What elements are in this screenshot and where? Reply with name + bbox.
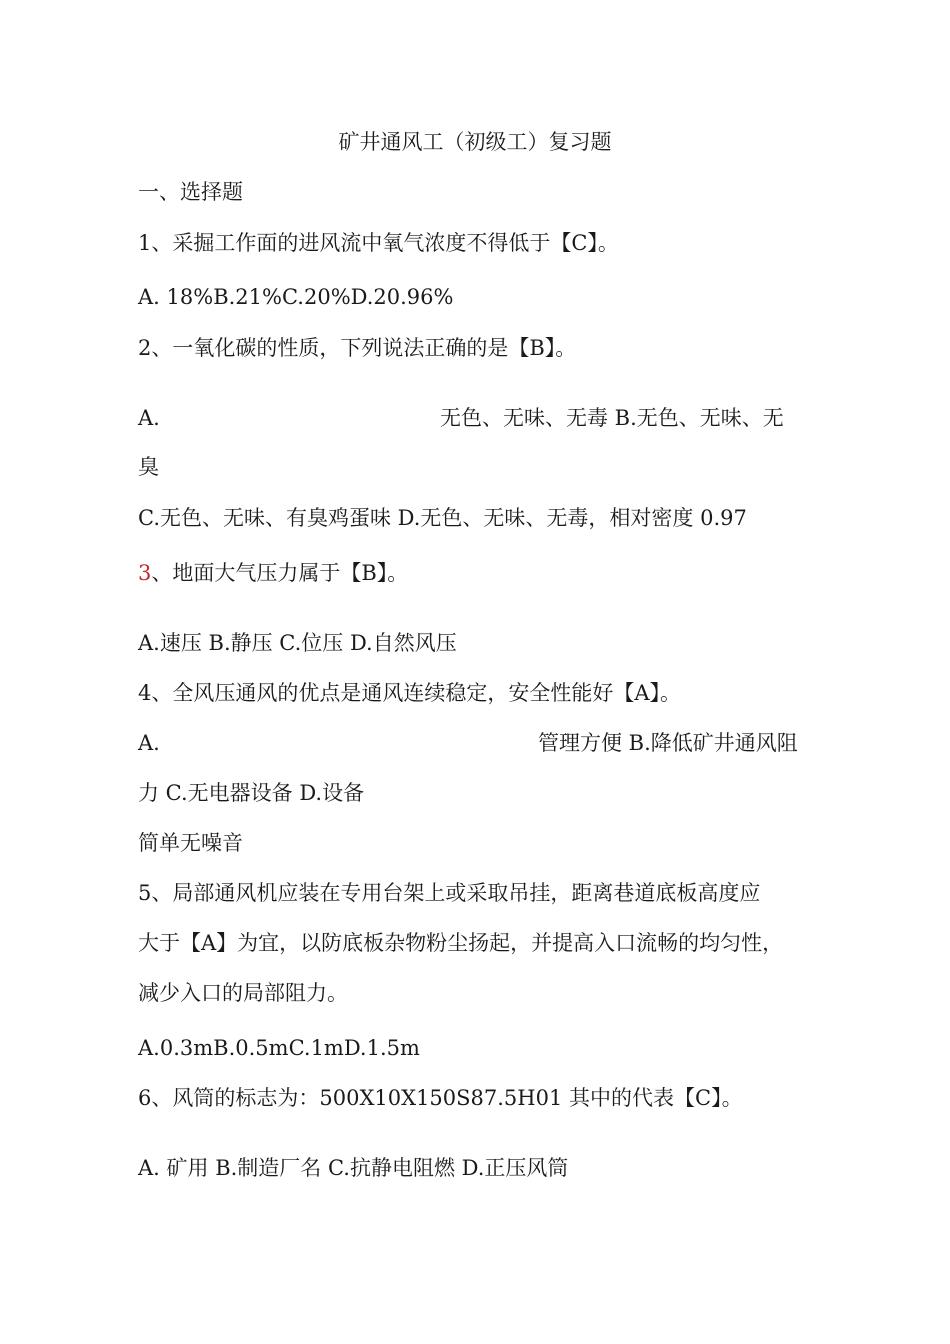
question-5-options: A.0.3mB.0.5mC.1mD.1.5m [138, 1036, 420, 1060]
section-heading: 一、选择题 [138, 180, 243, 204]
question-3 [138, 559, 408, 587]
question-1-options: A. 18%B.21%C.20%D.20.96% [138, 285, 454, 309]
question-4-options-line-2: 力 C.无电器设备 D.设备 [138, 781, 365, 805]
question-2-options-line-2: C.无色、无味、有臭鸡蛋味 D.无色、无味、无毒，相对密度 0.97 [138, 506, 747, 530]
question-5-line-1: 5、局部通风机应装在专用台架上或采取吊挂，距离巷道底板高度应 [138, 881, 761, 905]
question-3-options: A.速压 B.静压 C.位压 D.自然风压 [138, 631, 457, 655]
question-4-option-a-label: A. [138, 731, 160, 755]
question-5-line-3: 减少入口的局部阻力。 [138, 981, 348, 1005]
question-4-options-line-3: 简单无噪音 [138, 831, 243, 855]
question-2: 2、一氧化碳的性质，下列说法正确的是【B】。 [138, 336, 577, 360]
question-6: 6、风筒的标志为：500X10X150S87.5H01 其中的代表【C】。 [138, 1086, 743, 1110]
question-5-line-2: 大于【A】为宜，以防底板杂物粉尘扬起，并提高入口流畅的均匀性， [138, 931, 784, 955]
question-2-options-line-1: 无色、无味、无毒 B.无色、无味、无 [440, 406, 784, 430]
question-2-option-a-label: A. [138, 406, 160, 430]
question-3-text: 、地面大气压力属于【B】。 [151, 561, 409, 585]
question-3-number: 3 [138, 561, 152, 585]
question-4-options-line-1: 管理方便 B.降低矿井通风阻 [538, 731, 798, 755]
question-4: 4、全风压通风的优点是通风连续稳定，安全性能好【A】。 [138, 681, 682, 705]
document-title: 矿井通风工（初级工）复习题 [338, 130, 612, 154]
question-1: 1、采掘工作面的进风流中氧气浓度不得低于【C】。 [138, 231, 619, 255]
question-2-options-wrap: 臭 [138, 455, 159, 479]
question-6-options: A. 矿用 B.制造厂名 C.抗静电阻燃 D.正压风筒 [138, 1156, 569, 1180]
